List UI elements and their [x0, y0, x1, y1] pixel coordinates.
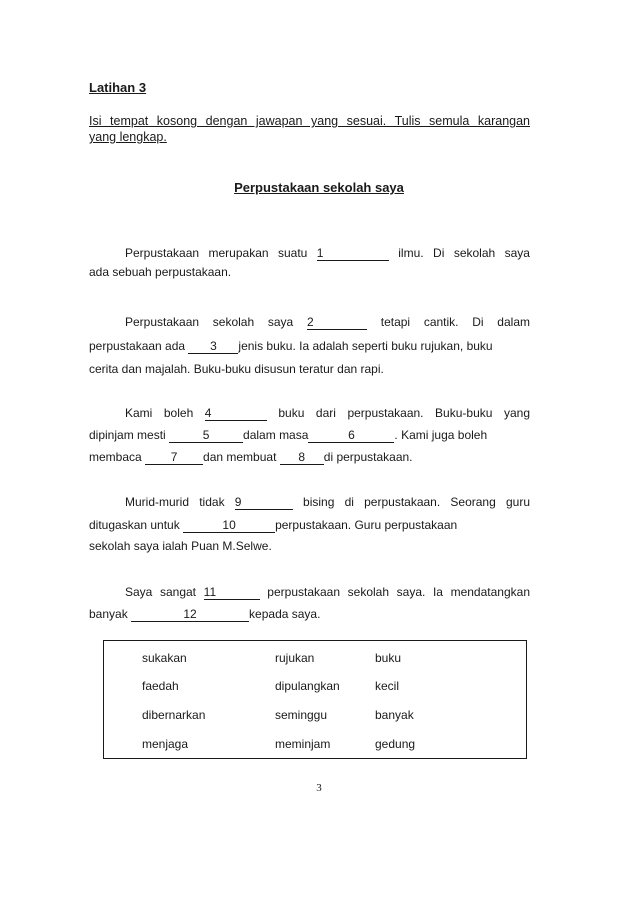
paragraph-4-line-2	[89, 518, 530, 533]
essay-heading: Perpustakaan sekolah saya	[234, 180, 404, 195]
word-bank-item: dibernarkan	[142, 708, 206, 722]
word-bank-item: menjaga	[142, 737, 189, 751]
paragraph-text: buku dari perpustakaan. Buku-buku yang	[278, 406, 530, 420]
paragraph-text: ilmu. Di sekolah saya	[398, 246, 530, 260]
paragraph-4-line-3: sekolah saya ialah Puan M.Selwe.	[89, 539, 272, 553]
blank-3[interactable]: 3	[188, 340, 238, 354]
word-bank-item: faedah	[142, 679, 179, 693]
paragraph-text: banyak	[89, 607, 128, 621]
paragraph-2-line-1	[125, 315, 530, 330]
paragraph-text: ditugaskan untuk	[89, 518, 180, 532]
word-bank-item: meminjam	[275, 737, 331, 751]
instruction-line-2: yang lengkap.	[89, 130, 167, 144]
paragraph-text: dipinjam mesti	[89, 428, 166, 442]
exercise-title: Latihan 3	[89, 80, 147, 95]
page-number: 3	[316, 782, 322, 794]
blank-6[interactable]: 6	[308, 429, 394, 443]
paragraph-text: Murid-murid tidak	[125, 495, 225, 509]
paragraph-text: kepada saya.	[249, 607, 321, 621]
word-bank-item: buku	[375, 651, 402, 665]
paragraph-3-line-3	[89, 450, 530, 465]
paragraph-text: bising di perpustakaan. Seorang guru	[303, 495, 530, 509]
paragraph-1-line-1	[125, 246, 530, 261]
blank-7[interactable]: 7	[145, 451, 203, 465]
paragraph-text: . Kami juga boleh	[394, 428, 488, 442]
paragraph-text: Perpustakaan sekolah saya	[125, 315, 294, 329]
blank-5[interactable]: 5	[169, 429, 243, 443]
word-bank-item: kecil	[375, 679, 400, 693]
paragraph-3-line-1	[125, 406, 530, 421]
instruction-line-1: Isi tempat kosong dengan jawapan yang sesuai. Tulis semula karangan	[89, 114, 530, 128]
paragraph-text: perpustakaan ada	[89, 339, 186, 353]
paragraph-2-line-2	[89, 339, 530, 354]
paragraph-text: Saya sangat	[125, 585, 197, 599]
word-bank-item: sukakan	[142, 651, 187, 665]
paragraph-text: dan membuat	[203, 450, 277, 464]
blank-11[interactable]: 11	[204, 586, 260, 600]
paragraph-text: perpustakaan. Guru perpustakaan	[275, 518, 458, 532]
paragraph-text: perpustakaan sekolah saya. Ia mendatangkan	[267, 585, 530, 599]
paragraph-text: membaca	[89, 450, 142, 464]
paragraph-text: tetapi cantik. Di dalam	[380, 315, 530, 329]
word-bank-item: gedung	[375, 737, 416, 751]
paragraph-text: Kami boleh	[125, 406, 194, 420]
word-bank-box	[103, 640, 527, 759]
word-bank-item: rujukan	[275, 651, 315, 665]
word-bank-item: dipulangkan	[275, 679, 340, 693]
blank-10[interactable]: 10	[183, 519, 275, 533]
blank-4[interactable]: 4	[205, 407, 267, 421]
paragraph-1-line-2: ada sebuah perpustakaan.	[89, 265, 232, 279]
blank-8[interactable]: 8	[280, 451, 324, 465]
paragraph-text: jenis buku. Ia adalah seperti buku rujukan, buku	[238, 339, 493, 353]
paragraph-text: dalam masa	[243, 428, 309, 442]
blank-12[interactable]: 12	[131, 608, 249, 622]
paragraph-3-line-2	[89, 428, 530, 443]
paragraph-5-line-1	[125, 585, 530, 600]
paragraph-text: di perpustakaan.	[323, 450, 413, 464]
blank-1[interactable]: 1	[317, 247, 389, 261]
word-bank-item: seminggu	[275, 708, 328, 722]
paragraph-5-line-2	[89, 607, 530, 622]
paragraph-4-line-1	[125, 495, 530, 510]
blank-2[interactable]: 2	[307, 316, 367, 330]
paragraph-2-line-3: cerita dan majalah. Buku-buku disusun teratur dan rapi.	[89, 362, 384, 376]
blank-9[interactable]: 9	[235, 496, 293, 510]
word-bank-item: banyak	[375, 708, 414, 722]
paragraph-text: Perpustakaan merupakan suatu	[125, 246, 308, 260]
